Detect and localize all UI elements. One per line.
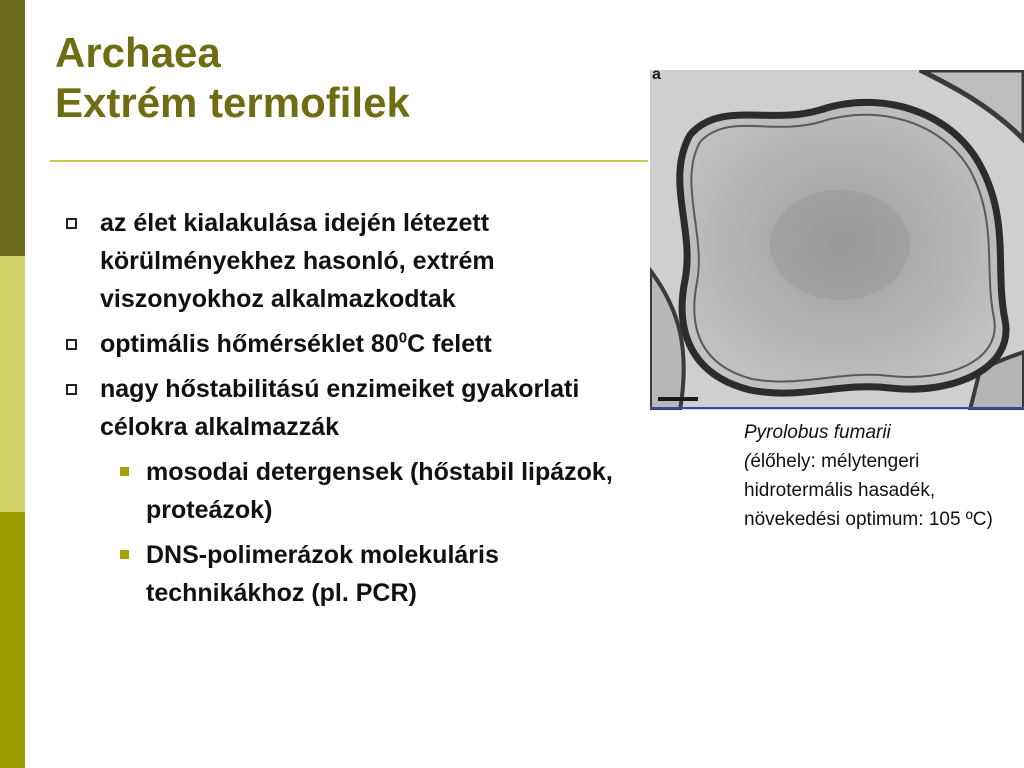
sub-bullet-text: DNS-polimerázok molekuláris technikákhoz (pl. PCR) [146,541,499,607]
sub-bullet-item [117,453,623,529]
micrograph-drawing [650,70,1024,410]
hollow-square-bullet-icon [66,384,77,395]
bullet-text-start: optimális hőmérséklet 80 [100,330,399,358]
bullet-superscript: 0 [398,329,408,347]
bullet-text: nagy hőstabilitású enzimeiket gyakorlati célokra alkalmazzák [100,375,580,441]
bullet-item [63,325,623,363]
slide-title [55,28,410,128]
title-line-2: Extrém termofilek [55,79,410,126]
bullet-item [63,204,623,318]
hollow-square-bullet-icon [66,339,77,350]
caption-details: élőhely: mélytengeri hidrotermális hasadék, növekedési optimum: 105 ºC) [744,451,993,530]
image-caption [744,418,1014,534]
bullet-text: az élet kialakulása idején létezett körülményekhez hasonló, extrém viszonyokhoz alkalmazkodtak [100,209,495,313]
bullet-item [63,370,623,446]
title-line-1: Archaea [55,29,221,76]
filled-square-bullet-icon [120,550,129,559]
panel-label: a [652,70,661,83]
title-divider [50,160,648,162]
sub-bullet-text: mosodai detergensek (hőstabil lipázok, proteázok) [146,458,613,524]
caption-paren: ( [744,451,751,472]
cell-nucleoid-region [770,190,910,300]
sub-bullet-item [117,536,623,612]
side-bar-middle [0,256,25,512]
scale-bar [658,397,698,401]
bullet-text-end: C felett [407,330,492,358]
filled-square-bullet-icon [120,467,129,476]
hollow-square-bullet-icon [66,218,77,229]
caption-species: Pyrolobus fumarii [744,422,891,443]
bullet-list [63,204,623,619]
side-bar-bottom [0,512,25,768]
micrograph-image [650,70,1024,410]
side-bar-top [0,0,25,256]
